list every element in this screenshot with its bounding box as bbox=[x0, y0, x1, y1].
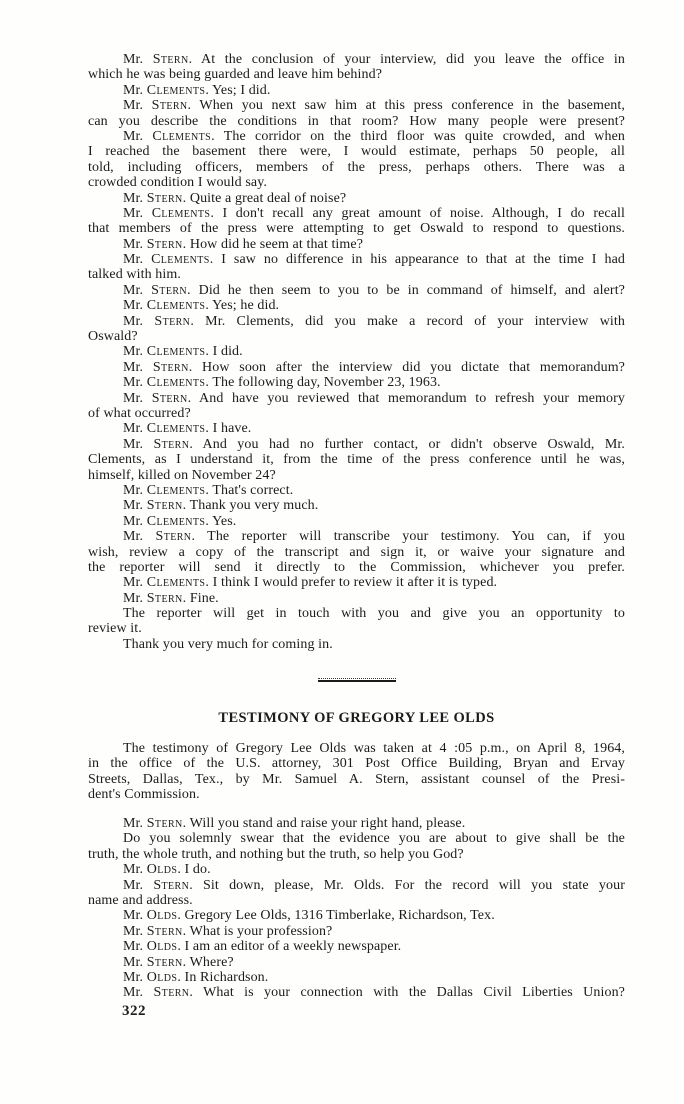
speaker-honorific: Mr. bbox=[123, 575, 147, 591]
speaker-honorific: Mr. bbox=[123, 862, 147, 878]
text-line: Mr. Stern. Did he then seem to you to be in command of himself, and alert? bbox=[123, 282, 625, 298]
speaker-honorific: Mr. bbox=[123, 282, 152, 298]
speaker-honorific: Mr. bbox=[123, 923, 147, 939]
olds-testimony-intro-block bbox=[88, 741, 625, 803]
speaker-name: Clements bbox=[152, 128, 212, 144]
text-line: Mr. Clements. Yes; he did. bbox=[123, 298, 280, 314]
speaker-honorific: Mr. bbox=[123, 421, 147, 437]
text-line: Mr. Stern. Sit down, please, Mr. Olds. For the record will you state your bbox=[123, 877, 625, 893]
text-line: Mr. Stern. What is your profession? bbox=[123, 923, 333, 939]
speaker-honorific: Mr. bbox=[123, 344, 147, 360]
text-line: Mr. Clements. I have. bbox=[123, 421, 252, 437]
text-line: Mr. Olds. In Richardson. bbox=[123, 969, 269, 985]
speaker-honorific: Mr. bbox=[123, 205, 152, 221]
text-line: Mr. Olds. I am an editor of a weekly newspaper. bbox=[123, 939, 402, 955]
text-line: Mr. Stern. And you had no further contact, or didn't observe Oswald, Mr. bbox=[123, 436, 625, 452]
text-line: Mr. Olds. I do. bbox=[123, 862, 211, 878]
speaker-honorific: Mr. bbox=[123, 98, 152, 114]
speaker-honorific: Mr. bbox=[123, 969, 147, 985]
text-line: wish, review a copy of the transcript and sign it, or waive your signature and bbox=[88, 544, 625, 560]
text-line: Mr. Stern. How did he seem at that time? bbox=[123, 236, 364, 252]
speaker-name: Stern bbox=[151, 282, 188, 298]
speaker-name: Clements bbox=[146, 375, 206, 391]
speaker-honorific: Mr. bbox=[123, 908, 147, 924]
speaker-honorific: Mr. bbox=[123, 816, 147, 831]
speaker-name: Stern bbox=[146, 590, 183, 606]
speaker-name: Stern bbox=[152, 52, 189, 67]
speaker-honorific: Mr. bbox=[123, 52, 153, 67]
speaker-name: Stern bbox=[151, 390, 188, 406]
text-line: of what occurred? bbox=[88, 405, 191, 421]
text-line: name and address. bbox=[88, 892, 193, 908]
text-line: review it. bbox=[88, 621, 142, 637]
speaker-honorific: Mr. bbox=[123, 359, 153, 375]
text-line: Mr. Stern. How soon after the interview did you dictate that memorandum? bbox=[123, 359, 625, 375]
text-line: The reporter will get in touch with you and give you an opportunity to bbox=[123, 606, 625, 622]
speaker-name: Clements bbox=[146, 482, 206, 498]
text-line: Mr. Clements. That's correct. bbox=[123, 482, 294, 498]
text-line: himself, killed on November 24? bbox=[88, 467, 276, 483]
speaker-name: Olds bbox=[146, 862, 178, 878]
text-line: Mr. Stern. Mr. Clements, did you make a record of your interview with bbox=[123, 313, 625, 329]
speaker-name: Olds bbox=[146, 908, 178, 924]
text-line: crowded condition I would say. bbox=[88, 175, 267, 191]
speaker-name: Olds bbox=[146, 969, 178, 985]
speaker-honorific: Mr. bbox=[123, 390, 152, 406]
speaker-name: Olds bbox=[146, 939, 178, 955]
section-divider bbox=[88, 678, 625, 682]
speaker-name: Clements bbox=[146, 421, 206, 437]
clements-testimony-closing-block bbox=[88, 52, 625, 652]
speaker-honorific: Mr. bbox=[123, 313, 155, 329]
speaker-honorific: Mr. bbox=[123, 529, 156, 545]
speaker-name: Stern bbox=[155, 529, 192, 545]
text-line: the reporter will send it directly to the Commission, whichever you prefer. bbox=[88, 559, 625, 575]
text-line: Mr. Clements. I did. bbox=[123, 344, 243, 360]
text-line: Mr. Stern. When you next saw him at this press conference in the basement, bbox=[123, 98, 625, 114]
text-line: Mr. Clements. Yes; I did. bbox=[123, 82, 271, 98]
text-line: truth, the whole truth, and nothing but the truth, so help you God? bbox=[88, 846, 464, 862]
text-line: Mr. Stern. The reporter will transcribe your testimony. You can, if you bbox=[123, 529, 625, 545]
speaker-honorific: Mr. bbox=[123, 498, 147, 514]
speaker-name: Clements bbox=[146, 344, 206, 360]
speaker-honorific: Mr. bbox=[123, 236, 147, 252]
speaker-name: Stern bbox=[151, 98, 188, 114]
speaker-name: Stern bbox=[146, 498, 183, 514]
speaker-honorific: Mr. bbox=[123, 482, 147, 498]
text-line: Mr. Clements. Yes. bbox=[123, 513, 237, 529]
speaker-name: Stern bbox=[153, 877, 190, 893]
speaker-name: Stern bbox=[146, 923, 183, 939]
speaker-name: Stern bbox=[146, 236, 183, 252]
speaker-name: Clements bbox=[146, 82, 206, 98]
text-line: Mr. Stern. Thank you very much. bbox=[123, 498, 319, 514]
speaker-name: Stern bbox=[154, 313, 191, 329]
text-line: told, including officers, members of the press, perhaps others. There was a bbox=[88, 159, 625, 175]
speaker-honorific: Mr. bbox=[123, 985, 154, 1001]
text-line: Mr. Clements. I don't recall any great amount of noise. Although, I do recall bbox=[123, 205, 625, 221]
text-line: The testimony of Gregory Lee Olds was taken at 4 :05 p.m., on April 8, 1964, bbox=[123, 741, 625, 756]
speaker-honorific: Mr. bbox=[123, 190, 147, 206]
speaker-honorific: Mr. bbox=[123, 375, 147, 391]
text-line: Mr. Stern. At the conclusion of your interview, did you leave the office in bbox=[123, 52, 625, 67]
text-line: Thank you very much for coming in. bbox=[123, 636, 333, 652]
speaker-name: Clements bbox=[151, 205, 211, 221]
testimony-heading: TESTIMONY OF GREGORY LEE OLDS bbox=[218, 710, 495, 726]
speaker-name: Stern bbox=[153, 436, 190, 452]
speaker-name: Stern bbox=[152, 359, 189, 375]
speaker-name: Clements bbox=[146, 575, 206, 591]
speaker-name: Stern bbox=[153, 985, 190, 1001]
text-line: Mr. Stern. Fine. bbox=[123, 590, 219, 606]
text-line: Do you solemnly swear that the evidence you are about to give shall be the bbox=[123, 831, 625, 847]
text-line: that members of the press were attempting to get Oswald to respond to questions. bbox=[88, 221, 625, 237]
speaker-honorific: Mr. bbox=[123, 252, 152, 268]
speaker-name: Clements bbox=[146, 513, 206, 529]
text-line: dent's Commission. bbox=[88, 787, 200, 803]
page-number: 322 bbox=[122, 1003, 146, 1019]
speaker-name: Stern bbox=[146, 190, 183, 206]
text-line: which he was being guarded and leave him behind? bbox=[88, 67, 383, 83]
divider-rule bbox=[318, 678, 396, 682]
text-line: Clements, as I understand it, from the time of the press conference until he was, bbox=[88, 452, 625, 468]
text-line: Oswald? bbox=[88, 329, 138, 345]
speaker-honorific: Mr. bbox=[123, 877, 154, 893]
speaker-honorific: Mr. bbox=[123, 513, 147, 529]
text-line: talked with him. bbox=[88, 267, 181, 283]
speaker-honorific: Mr. bbox=[123, 939, 147, 955]
speaker-name: Stern bbox=[146, 954, 183, 970]
text-line: Mr. Clements. I saw no difference in his appearance to that at the time I had bbox=[123, 252, 625, 268]
speaker-honorific: Mr. bbox=[123, 590, 147, 606]
text-line: Mr. Stern. What is your connection with the Dallas Civil Liberties Union? bbox=[123, 985, 625, 1001]
text-line: Mr. Stern. Where? bbox=[123, 954, 234, 970]
speaker-honorific: Mr. bbox=[123, 436, 154, 452]
speaker-honorific: Mr. bbox=[123, 954, 147, 970]
speaker-honorific: Mr. bbox=[123, 82, 147, 98]
speaker-name: Stern bbox=[146, 816, 183, 831]
text-line: I reached the basement there were, I would estimate, perhaps 50 people, all bbox=[88, 144, 625, 160]
olds-testimony-block bbox=[88, 816, 625, 1001]
text-line: Mr. Clements. I think I would prefer to review it after it is typed. bbox=[123, 575, 498, 591]
speaker-honorific: Mr. bbox=[123, 298, 147, 314]
text-line: Mr. Olds. Gregory Lee Olds, 1316 Timberlake, Richardson, Tex. bbox=[123, 908, 495, 924]
text-line: Mr. Stern. And have you reviewed that memorandum to refresh your memory bbox=[123, 390, 625, 406]
speaker-honorific: Mr. bbox=[123, 128, 153, 144]
speaker-name: Clements bbox=[151, 252, 210, 268]
text-line: Mr. Stern. Will you stand and raise your right hand, please. bbox=[123, 816, 466, 831]
text-line: can you describe the conditions in that room? How many people were present? bbox=[88, 113, 625, 129]
text-line: Mr. Stern. Quite a great deal of noise? bbox=[123, 190, 347, 206]
text-line: Mr. Clements. The corridor on the third floor was quite crowded, and when bbox=[123, 128, 625, 144]
text-line: in the office of the U.S. attorney, 301 Post Office Building, Bryan and Ervay bbox=[88, 756, 625, 772]
text-line: Streets, Dallas, Tex., by Mr. Samuel A. Stern, assistant counsel of the Presi- bbox=[88, 771, 625, 787]
speaker-name: Clements bbox=[146, 298, 206, 314]
text-line: Mr. Clements. The following day, November 23, 1963. bbox=[123, 375, 441, 391]
